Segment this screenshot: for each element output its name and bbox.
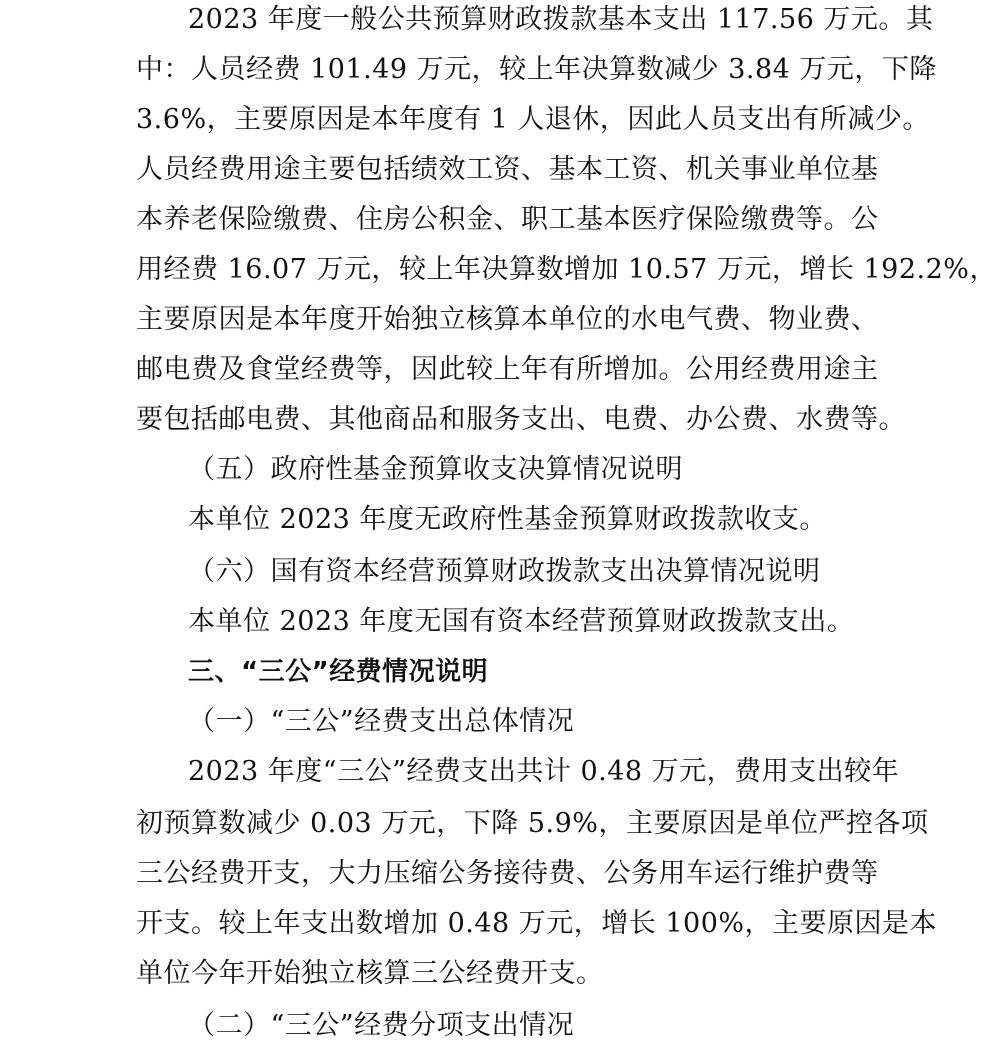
para1-line-8: 邮电费及食堂经费等，因此较上年有所增加。公用经费用途主: [136, 354, 879, 385]
para-three-line-5: 单位今年开始独立核算三公经费开支。: [136, 958, 604, 989]
para1-line-9: 要包括邮电费、其他商品和服务支出、电费、办公费、水费等。: [136, 404, 906, 435]
heading-three-itemized: （二）“三公”经费分项支出情况: [188, 1010, 575, 1041]
para1-line-2: 中：人员经费 101.49 万元，较上年决算数减少 3.84 万元，下降: [136, 54, 937, 85]
para-three-line-4: 开支。较上年支出数增加 0.48 万元，增长 100%，主要原因是本: [136, 908, 938, 939]
para1-line-1: 2023 年度一般公共预算财政拨款基本支出 117.56 万元。其: [188, 4, 934, 35]
para1-line-4: 人员经费用途主要包括绩效工资、基本工资、机关事业单位基: [136, 154, 879, 185]
heading-three-public-expenses: 三、“三公”经费情况说明: [188, 657, 489, 687]
para-three-line-1: 2023 年度“三公”经费支出共计 0.48 万元，费用支出较年: [188, 756, 900, 787]
para1-line-5: 本养老保险缴费、住房公积金、职工基本医疗保险缴费等。公: [136, 204, 879, 235]
para-government-fund: 本单位 2023 年度无政府性基金预算财政拨款收支。: [188, 504, 827, 535]
para-state-capital: 本单位 2023 年度无国有资本经营预算财政拨款支出。: [188, 606, 855, 637]
heading-government-fund: （五）政府性基金预算收支决算情况说明: [188, 454, 683, 485]
heading-state-capital: （六）国有资本经营预算财政拨款支出决算情况说明: [188, 556, 821, 587]
para1-line-3: 3.6%，主要原因是本年度有 1 人退休，因此人员支出有所减少。: [136, 104, 930, 135]
para-three-line-2: 初预算数减少 0.03 万元，下降 5.9%，主要原因是单位严控各项: [136, 808, 929, 839]
para1-line-6: 用经费 16.07 万元，较上年决算数增加 10.57 万元，增长 192.2%，: [136, 254, 997, 285]
para1-line-7: 主要原因是本年度开始独立核算本单位的水电气费、物业费、: [136, 304, 879, 335]
heading-three-overall: （一）“三公”经费支出总体情况: [188, 706, 575, 737]
para-three-line-3: 三公经费开支，大力压缩公务接待费、公务用车运行维护费等: [136, 858, 879, 889]
